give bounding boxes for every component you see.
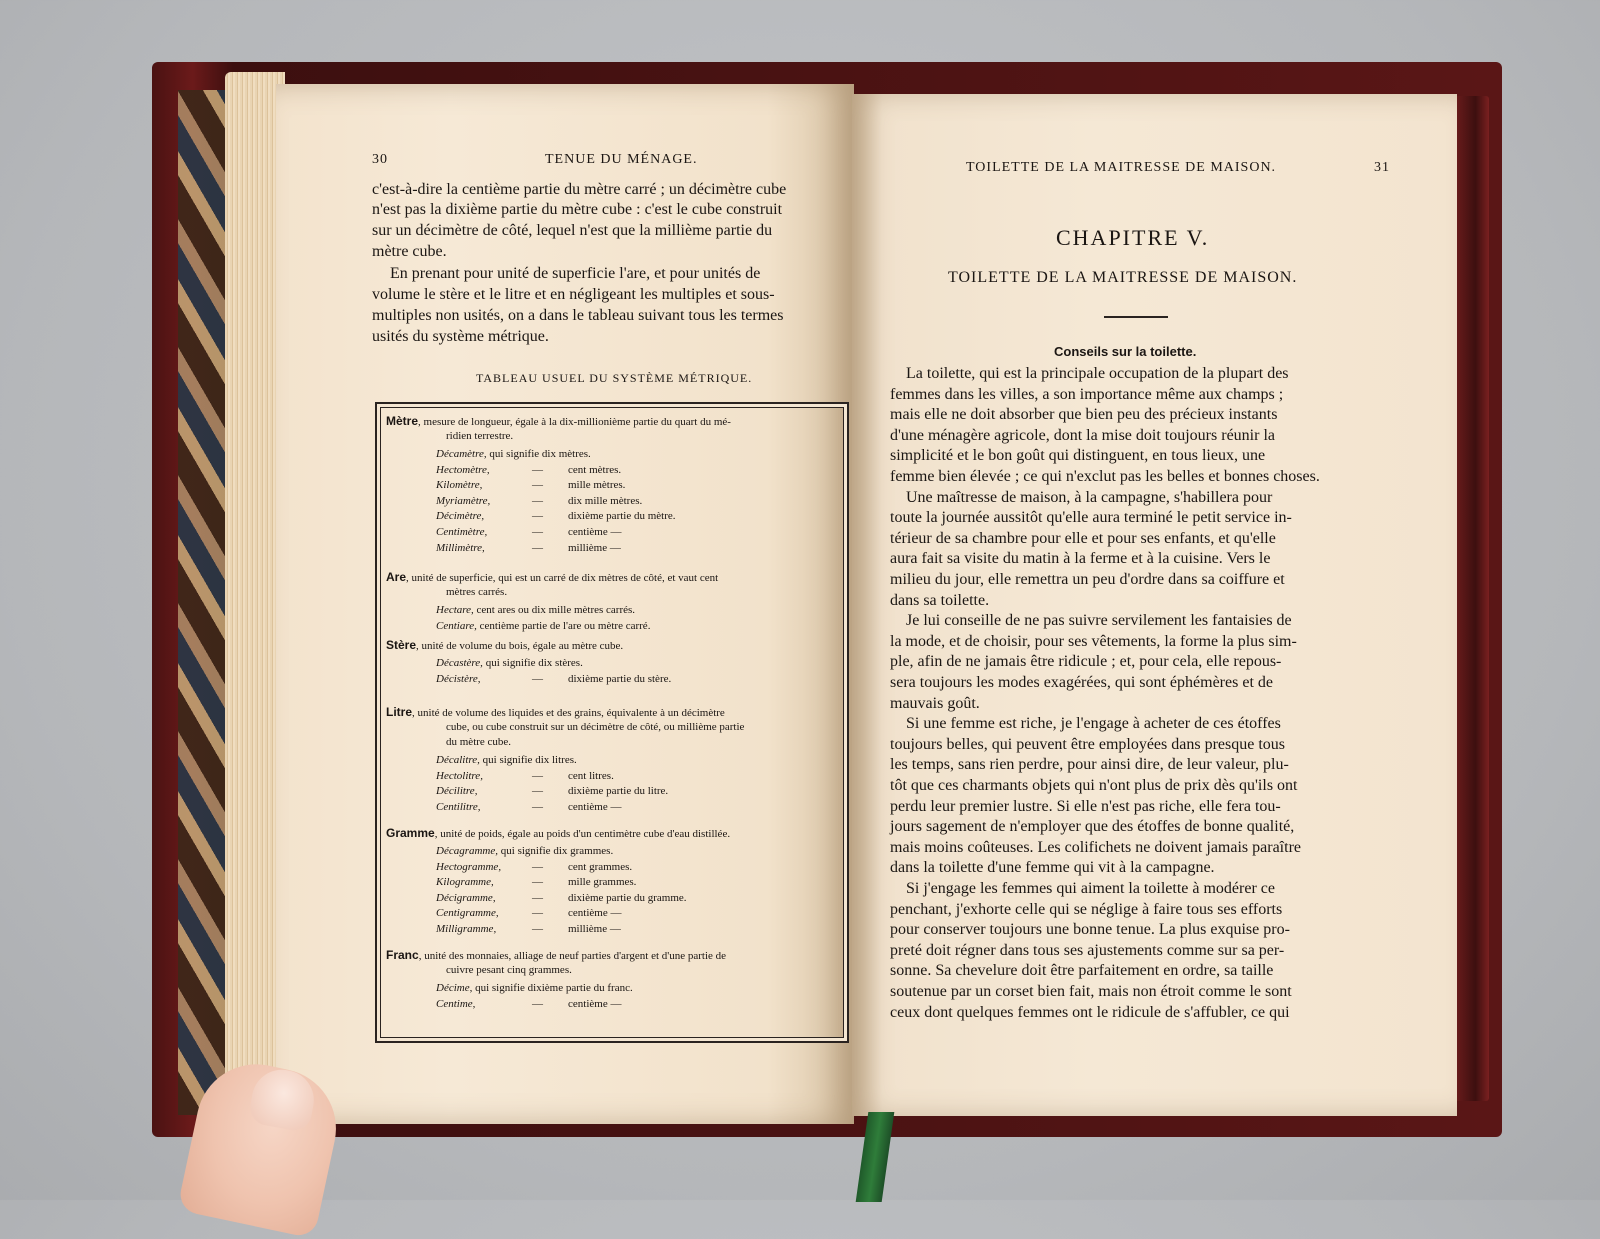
right-body-line: mais moins coûteuses. Les colifichets ne doivent jamais paraître — [890, 838, 1301, 856]
right-body-line: toujours belles, qui peuvent être employées dans presque tous — [890, 735, 1286, 753]
ditto-dash: — — [532, 494, 543, 507]
right-body-line: Une maîtresse de maison, à la campagne, s'habillera pour — [906, 488, 1273, 506]
right-body-line: Si une femme est riche, je l'engage à acheter de ces étoffes — [906, 715, 1281, 733]
subunit-name: Décime, — [436, 982, 473, 994]
subunit-name: Centiare, — [436, 619, 477, 632]
subunit-meaning: millième — — [568, 923, 621, 935]
right-body-line: Si j'engage les femmes qui aiment la toilette à modérer ce — [906, 880, 1275, 897]
subunit-row — [436, 541, 621, 556]
unit-definition-cont: mètres carrés. — [446, 586, 508, 598]
subunit-row — [436, 525, 621, 540]
table-unit-row — [386, 570, 718, 586]
subunit-name: Myriamètre, — [436, 494, 491, 507]
unit-definition: , unité de poids, égale au poids d'un centimètre cube d'eau distillée. — [434, 828, 731, 840]
subunit-row — [436, 603, 635, 618]
ditto-dash: — — [532, 541, 543, 554]
right-body-line: femmes dans les villes, a son importance même aux champs ; — [890, 385, 1284, 403]
unit-definition-cont: du mètre cube. — [446, 736, 512, 748]
subunit-row — [436, 769, 614, 784]
right-body-line: térieur de sa chambre pour elle et pour ses enfants, et qu'elle — [890, 529, 1276, 547]
subunit-name: Hectogramme, — [436, 860, 502, 873]
ditto-dash: — — [532, 876, 543, 889]
left-line: usités du système métrique. — [372, 328, 549, 345]
subunit-row — [436, 656, 583, 671]
left-line: sur un décimètre de côté, lequel n'est que la millième partie du — [372, 222, 773, 239]
subunit-meaning: dixième partie du gramme. — [568, 891, 687, 904]
subunit-meaning: qui signifie dix litres. — [482, 754, 577, 766]
right-body-line: sera toujours les modes exagérées, qui sont éphémères et de — [890, 674, 1273, 691]
ditto-dash: — — [532, 479, 543, 492]
right-body-line: femme bien élevée ; ce qui n'exclut pas les belles et bonnes choses. — [890, 468, 1320, 485]
unit-definition: , unité de superficie, qui est un carré de dix mètres de côté, et vaut cent — [406, 572, 719, 584]
subunit-meaning: cent grammes. — [568, 860, 633, 873]
subunit-name: Milligramme, — [436, 923, 497, 935]
subunit-meaning: dixième partie du mètre. — [568, 510, 676, 523]
subunit-name: Décilitre, — [436, 785, 478, 798]
right-body-line: penchant, j'exhorte celle qui se néglige à faire tous ses efforts — [890, 900, 1283, 918]
subunit-row — [436, 494, 642, 509]
left-running-head: TENUE DU MÉNAGE. — [545, 152, 698, 167]
right-body-line: dans la toilette d'une femme qui vit à la campagne. — [890, 859, 1215, 877]
subunit-row — [436, 906, 621, 921]
table-unit-row — [386, 826, 730, 842]
subunit-meaning: centième — — [568, 997, 622, 1010]
right-body-line: preté doit régner dans tous ses ajustements comme sur sa per- — [890, 941, 1285, 959]
right-body-line: dans sa toilette. — [890, 591, 990, 609]
right-body-line: les temps, sans rien perdre, pour ainsi dire, de leur valeur, plu- — [890, 756, 1289, 774]
unit-name: Are — [386, 570, 407, 584]
ditto-dash: — — [532, 463, 543, 476]
right-body-line: sonne. Sa chevelure doit être parfaitement en ordre, sa taille — [890, 962, 1274, 980]
subunit-meaning: centième — — [568, 907, 622, 920]
subunit-name: Décimètre, — [436, 510, 485, 523]
chapter-rule — [1104, 316, 1168, 318]
subunit-meaning: cent litres. — [568, 769, 614, 782]
table-unit-row — [386, 705, 725, 721]
ditto-dash: — — [532, 860, 543, 873]
subunit-row — [436, 875, 636, 890]
subunit-name: Kilomètre, — [436, 479, 483, 492]
subunit-name: Décastère, — [436, 657, 483, 669]
table-unit-row — [386, 638, 623, 654]
ditto-dash: — — [532, 907, 543, 920]
right-body-line: La toilette, qui est la principale occupation de la plupart des — [906, 365, 1289, 382]
left-line: c'est-à-dire la centième partie du mètre carré ; un décimètre cube — [372, 181, 787, 198]
subunit-name: Millimètre, — [436, 541, 485, 554]
table-unit-row — [386, 948, 726, 964]
subunit-meaning: qui signifie dixième partie du franc. — [475, 982, 633, 994]
unit-name: Gramme — [386, 826, 435, 840]
subunit-meaning: mille mètres. — [568, 479, 626, 492]
subunit-row — [436, 463, 621, 478]
subunit-row — [436, 844, 613, 859]
right-body-line: d'une ménagère agricole, dont la mise doit toujours réunir la — [890, 426, 1275, 444]
unit-definition-cont: cuivre pesant cinq grammes. — [446, 964, 572, 976]
subunit-meaning: centième — — [568, 800, 622, 813]
left-line: mètre cube. — [372, 243, 447, 260]
left-line: En prenant pour unité de superficie l'are, et pour unités de — [390, 265, 761, 282]
section-title: Conseils sur la toilette. — [1054, 344, 1197, 359]
unit-definition: , mesure de longueur, égale à la dix-millionième partie du quart du mé- — [418, 416, 731, 428]
subunit-row — [436, 997, 621, 1012]
subunit-name: Hectomètre, — [436, 463, 490, 476]
subunit-name: Hectare, — [436, 604, 474, 616]
subunit-name: Centime, — [436, 997, 476, 1010]
left-line: volume le stère et le litre et en négligeant les multiples et sous- — [372, 286, 775, 303]
ditto-dash: — — [532, 800, 543, 813]
left-line: n'est pas la dixième partie du mètre cube : c'est le cube construit — [372, 201, 783, 218]
subunit-meaning: mille grammes. — [568, 876, 637, 889]
right-body-line: pour conserver toujours une bonne tenue. La plus exquise pro- — [890, 921, 1290, 939]
table-title: TABLEAU USUEL DU SYSTÈME MÉTRIQUE. — [476, 371, 753, 385]
subunit-meaning: dixième partie du litre. — [568, 785, 669, 798]
subunit-name: Hectolitre, — [436, 769, 483, 782]
subunit-name: Centimètre, — [436, 526, 488, 538]
subunit-name: Décagramme, — [436, 845, 499, 857]
ditto-dash: — — [532, 510, 543, 523]
subunit-name: Centigramme, — [436, 907, 499, 920]
unit-name: Franc — [386, 948, 419, 962]
unit-name: Litre — [386, 705, 413, 719]
subunit-meaning: qui signifie dix mètres. — [489, 448, 591, 460]
subunit-meaning: qui signifie dix stères. — [485, 657, 583, 669]
subunit-name: Décistère, — [436, 672, 481, 685]
unit-definition: , unité des monnaies, alliage de neuf parties d'argent et d'une partie de — [418, 950, 727, 962]
subunit-meaning: cent mètres. — [568, 463, 622, 476]
unit-definition-cont: cube, ou cube construit sur un décimètre de côté, ou millième partie — [446, 721, 745, 733]
chapter-heading: CHAPITRE V. — [1056, 225, 1210, 250]
ditto-dash: — — [532, 785, 543, 798]
marbled-endpaper — [178, 90, 230, 1115]
subunit-meaning: qui signifie dix grammes. — [500, 845, 614, 857]
right-body-line: tôt que ces charmants objets qui n'ont plus de prix dès qu'ils ont — [890, 777, 1298, 794]
right-body-line: ple, afin de ne jamais être ridicule ; et, pour cela, elle repous- — [890, 653, 1282, 671]
ditto-dash: — — [532, 891, 543, 904]
subunit-name: Décigramme, — [436, 891, 496, 904]
subunit-meaning: millième — — [568, 541, 621, 554]
subunit-name: Décalitre, — [436, 754, 480, 766]
subunit-row — [436, 981, 633, 996]
subunit-meaning: dixième partie du stère. — [568, 672, 672, 685]
right-body-line: perdu leur premier lustre. Si elle n'est pas riche, elle fera tou- — [890, 797, 1281, 815]
ditto-dash: — — [532, 997, 543, 1010]
subunit-row — [436, 784, 668, 799]
ditto-dash: — — [532, 672, 543, 685]
unit-name: Stère — [386, 638, 417, 652]
subunit-row — [436, 447, 591, 462]
subunit-row — [436, 922, 621, 937]
subunit-name: Kilogramme, — [436, 876, 494, 889]
right-body-line: simplicité et le bon goût qui distinguent, en tous lieux, une — [890, 447, 1266, 465]
subunit-name: Décamètre, — [436, 448, 487, 460]
right-body-line: mais elle ne doit absorber que bien peu des précieux instants — [890, 406, 1278, 424]
subunit-row — [436, 619, 650, 634]
subunit-row — [436, 891, 687, 906]
subunit-row — [436, 509, 676, 524]
subunit-row — [436, 860, 632, 875]
chapter-title: TOILETTE DE LA MAITRESSE DE MAISON. — [948, 269, 1298, 286]
ditto-dash: — — [532, 923, 543, 935]
subunit-meaning: centième — — [568, 526, 622, 538]
left-page-number: 30 — [372, 152, 388, 167]
right-body-line: Je lui conseille de ne pas suivre servilement les fantaisies de — [906, 612, 1292, 630]
subunit-row — [436, 753, 577, 768]
right-body-line: milieu du jour, elle remettra un peu d'ordre dans sa coiffure et — [890, 571, 1285, 588]
right-body-line: mauvais goût. — [890, 694, 980, 712]
left-line: multiples non usités, on a dans le tableau suivant tous les termes — [372, 307, 784, 324]
right-body-line: la mode, et de choisir, pour ses vêtements, la forme la plus sim- — [890, 632, 1297, 650]
table-unit-row — [386, 414, 731, 430]
subunit-meaning: cent ares ou dix mille mètres carrés. — [476, 604, 636, 616]
right-body-line: soutenue par un corset bien fait, mais non étroit comme le sont — [890, 983, 1292, 1000]
subunit-row — [436, 800, 621, 815]
right-body-line: ceux dont quelques femmes ont le ridicule de s'affubler, ce qui — [890, 1003, 1290, 1021]
subunit-name: Centilitre, — [436, 800, 481, 813]
unit-definition: , unité de volume du bois, égale au mètre cube. — [416, 640, 624, 652]
right-running-head: TOILETTE DE LA MAITRESSE DE MAISON. — [966, 160, 1277, 175]
unit-name: Mètre — [386, 414, 419, 428]
unit-definition-cont: ridien terrestre. — [446, 430, 514, 442]
right-body-line: toute la journée aussitôt qu'elle aura terminé le petit service in- — [890, 509, 1292, 527]
unit-definition: , unité de volume des liquides et des grains, équivalente à un décimètre — [412, 707, 725, 719]
subunit-row — [436, 672, 671, 687]
ditto-dash: — — [532, 526, 543, 538]
right-body-line: jours sagement de n'employer que des étoffes de bonne qualité, — [890, 818, 1295, 836]
subunit-meaning: dix mille mètres. — [568, 494, 643, 507]
subunit-meaning: centième partie de l'are ou mètre carré. — [479, 619, 651, 632]
ditto-dash: — — [532, 769, 543, 782]
right-page-number: 31 — [1374, 160, 1390, 175]
subunit-row — [436, 478, 625, 493]
cover-edge-right — [1455, 96, 1489, 1101]
right-body-line: aura fait sa visite du matin à la ferme et à la cuisine. Vers le — [890, 550, 1271, 568]
